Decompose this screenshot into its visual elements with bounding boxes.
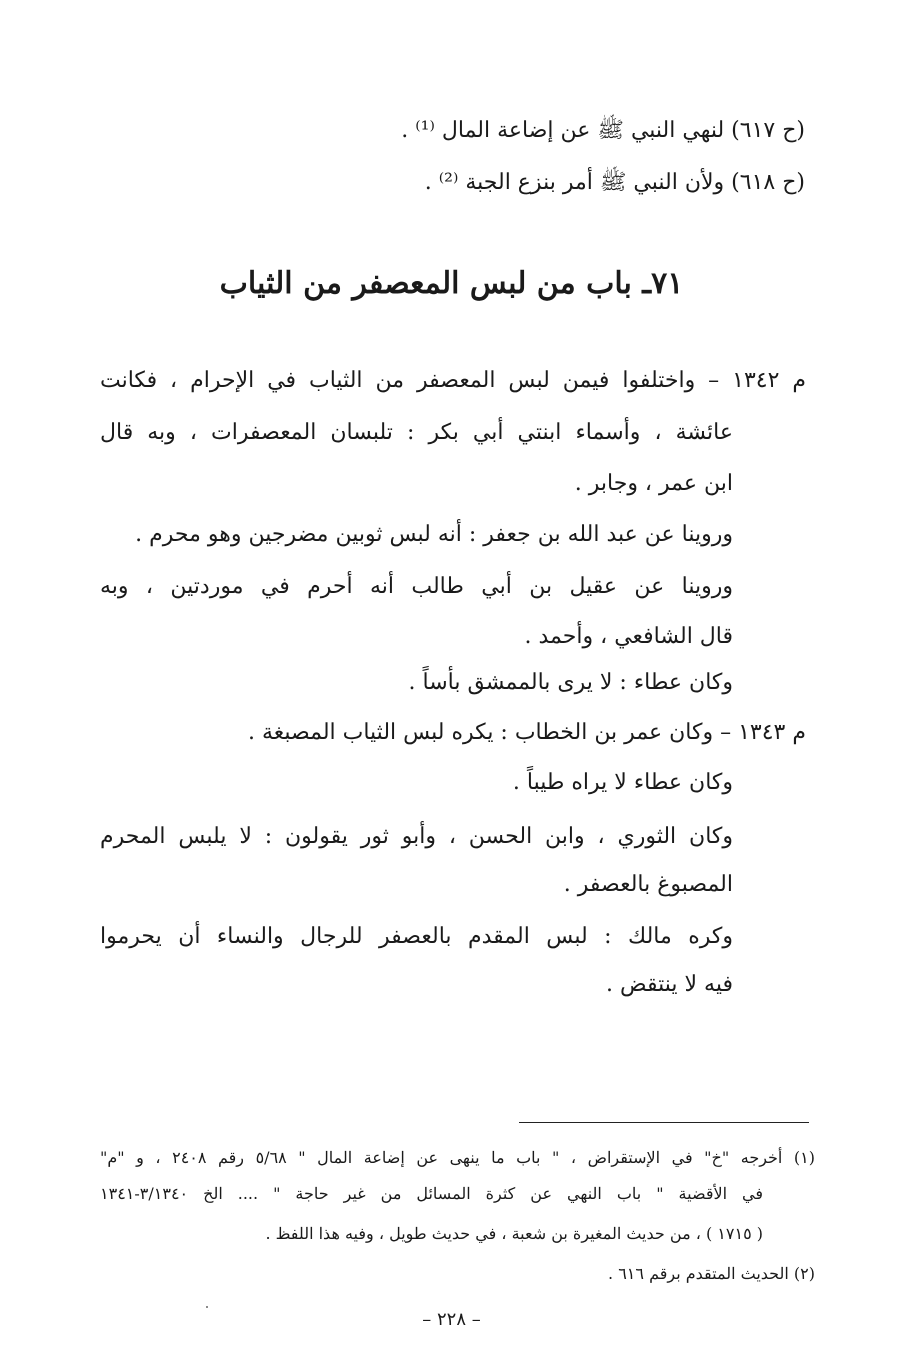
chapter-title: ٧١ـ باب من لبس المعصفر من الثياب [219, 266, 684, 301]
issue-1342-line-2: عائشة ، وأسماء ابنتي أبي بكر : تلبسان المعصفرات ، وبه قال [100, 420, 733, 445]
issue-1343-line-1: م ١٣٤٣ – وكان عمر بن الخطاب : يكره لبس الثياب المصبغة . [247, 720, 806, 745]
malik-opinion-line-1: وكره مالك : لبس المقدم بالعصفر للرجال والنساء أن يحرموا [100, 924, 733, 949]
footnote-1-line-1: (١) أخرجه "خ" في الإستقراض ، " باب ما ينهى عن إضاعة المال " ٥/٦٨ رقم ٢٤٠٨ ، و "م" [100, 1148, 815, 1167]
ata-opinion-1: وكان عطاء : لا يرى بالممشق بأساً . [408, 670, 733, 695]
page-number: – ٢٢٨ – [422, 1309, 481, 1330]
footnote-2: (٢) الحديث المتقدم برقم ٦١٦ . [608, 1264, 815, 1283]
footnote-separator [519, 1122, 809, 1123]
narration-abdullah-ibn-jafar: وروينا عن عبد الله بن جعفر : أنه لبس ثوبين مضرجين وهو محرم . [135, 522, 733, 547]
thawri-opinion-line-1: وكان الثوري ، وابن الحسن ، وأبو ثور يقولون : لا يلبس المحرم [100, 824, 733, 849]
scan-speck [206, 1306, 208, 1308]
malik-opinion-line-2: فيه لا ينتقض . [606, 972, 733, 997]
narration-aqil-line-2: قال الشافعي ، وأحمد . [524, 624, 733, 649]
narration-aqil-line-1: وروينا عن عقيل بن أبي طالب أنه أحرم في موردتين ، وبه [100, 574, 733, 599]
hadith-reference-618: (ح ٦١٨) ولأن النبي ﷺ أمر بنزع الجبة ⁽²⁾ . [424, 170, 805, 195]
hadith-reference-617: (ح ٦١٧) لنهي النبي ﷺ عن إضاعة المال ⁽¹⁾ . [401, 118, 805, 143]
footnote-1-line-2: في الأقضية " باب النهي عن كثرة المسائل من غير حاجة " .... الخ ٣/١٣٤٠-١٣٤١ [100, 1184, 763, 1203]
ata-opinion-2: وكان عطاء لا يراه طيباً . [512, 770, 733, 795]
footnote-1-line-3: ( ١٧١٥ ) ، من حديث المغيرة بن شعبة ، في حديث طويل ، وفيه هذا اللفظ . [265, 1224, 763, 1243]
issue-1342-line-1: م ١٣٤٢ – واختلفوا فيمن لبس المعصفر من الثياب في الإحرام ، فكانت [100, 368, 806, 393]
issue-1342-line-3: ابن عمر ، وجابر . [574, 471, 733, 496]
thawri-opinion-line-2: المصبوغ بالعصفر . [563, 872, 733, 897]
